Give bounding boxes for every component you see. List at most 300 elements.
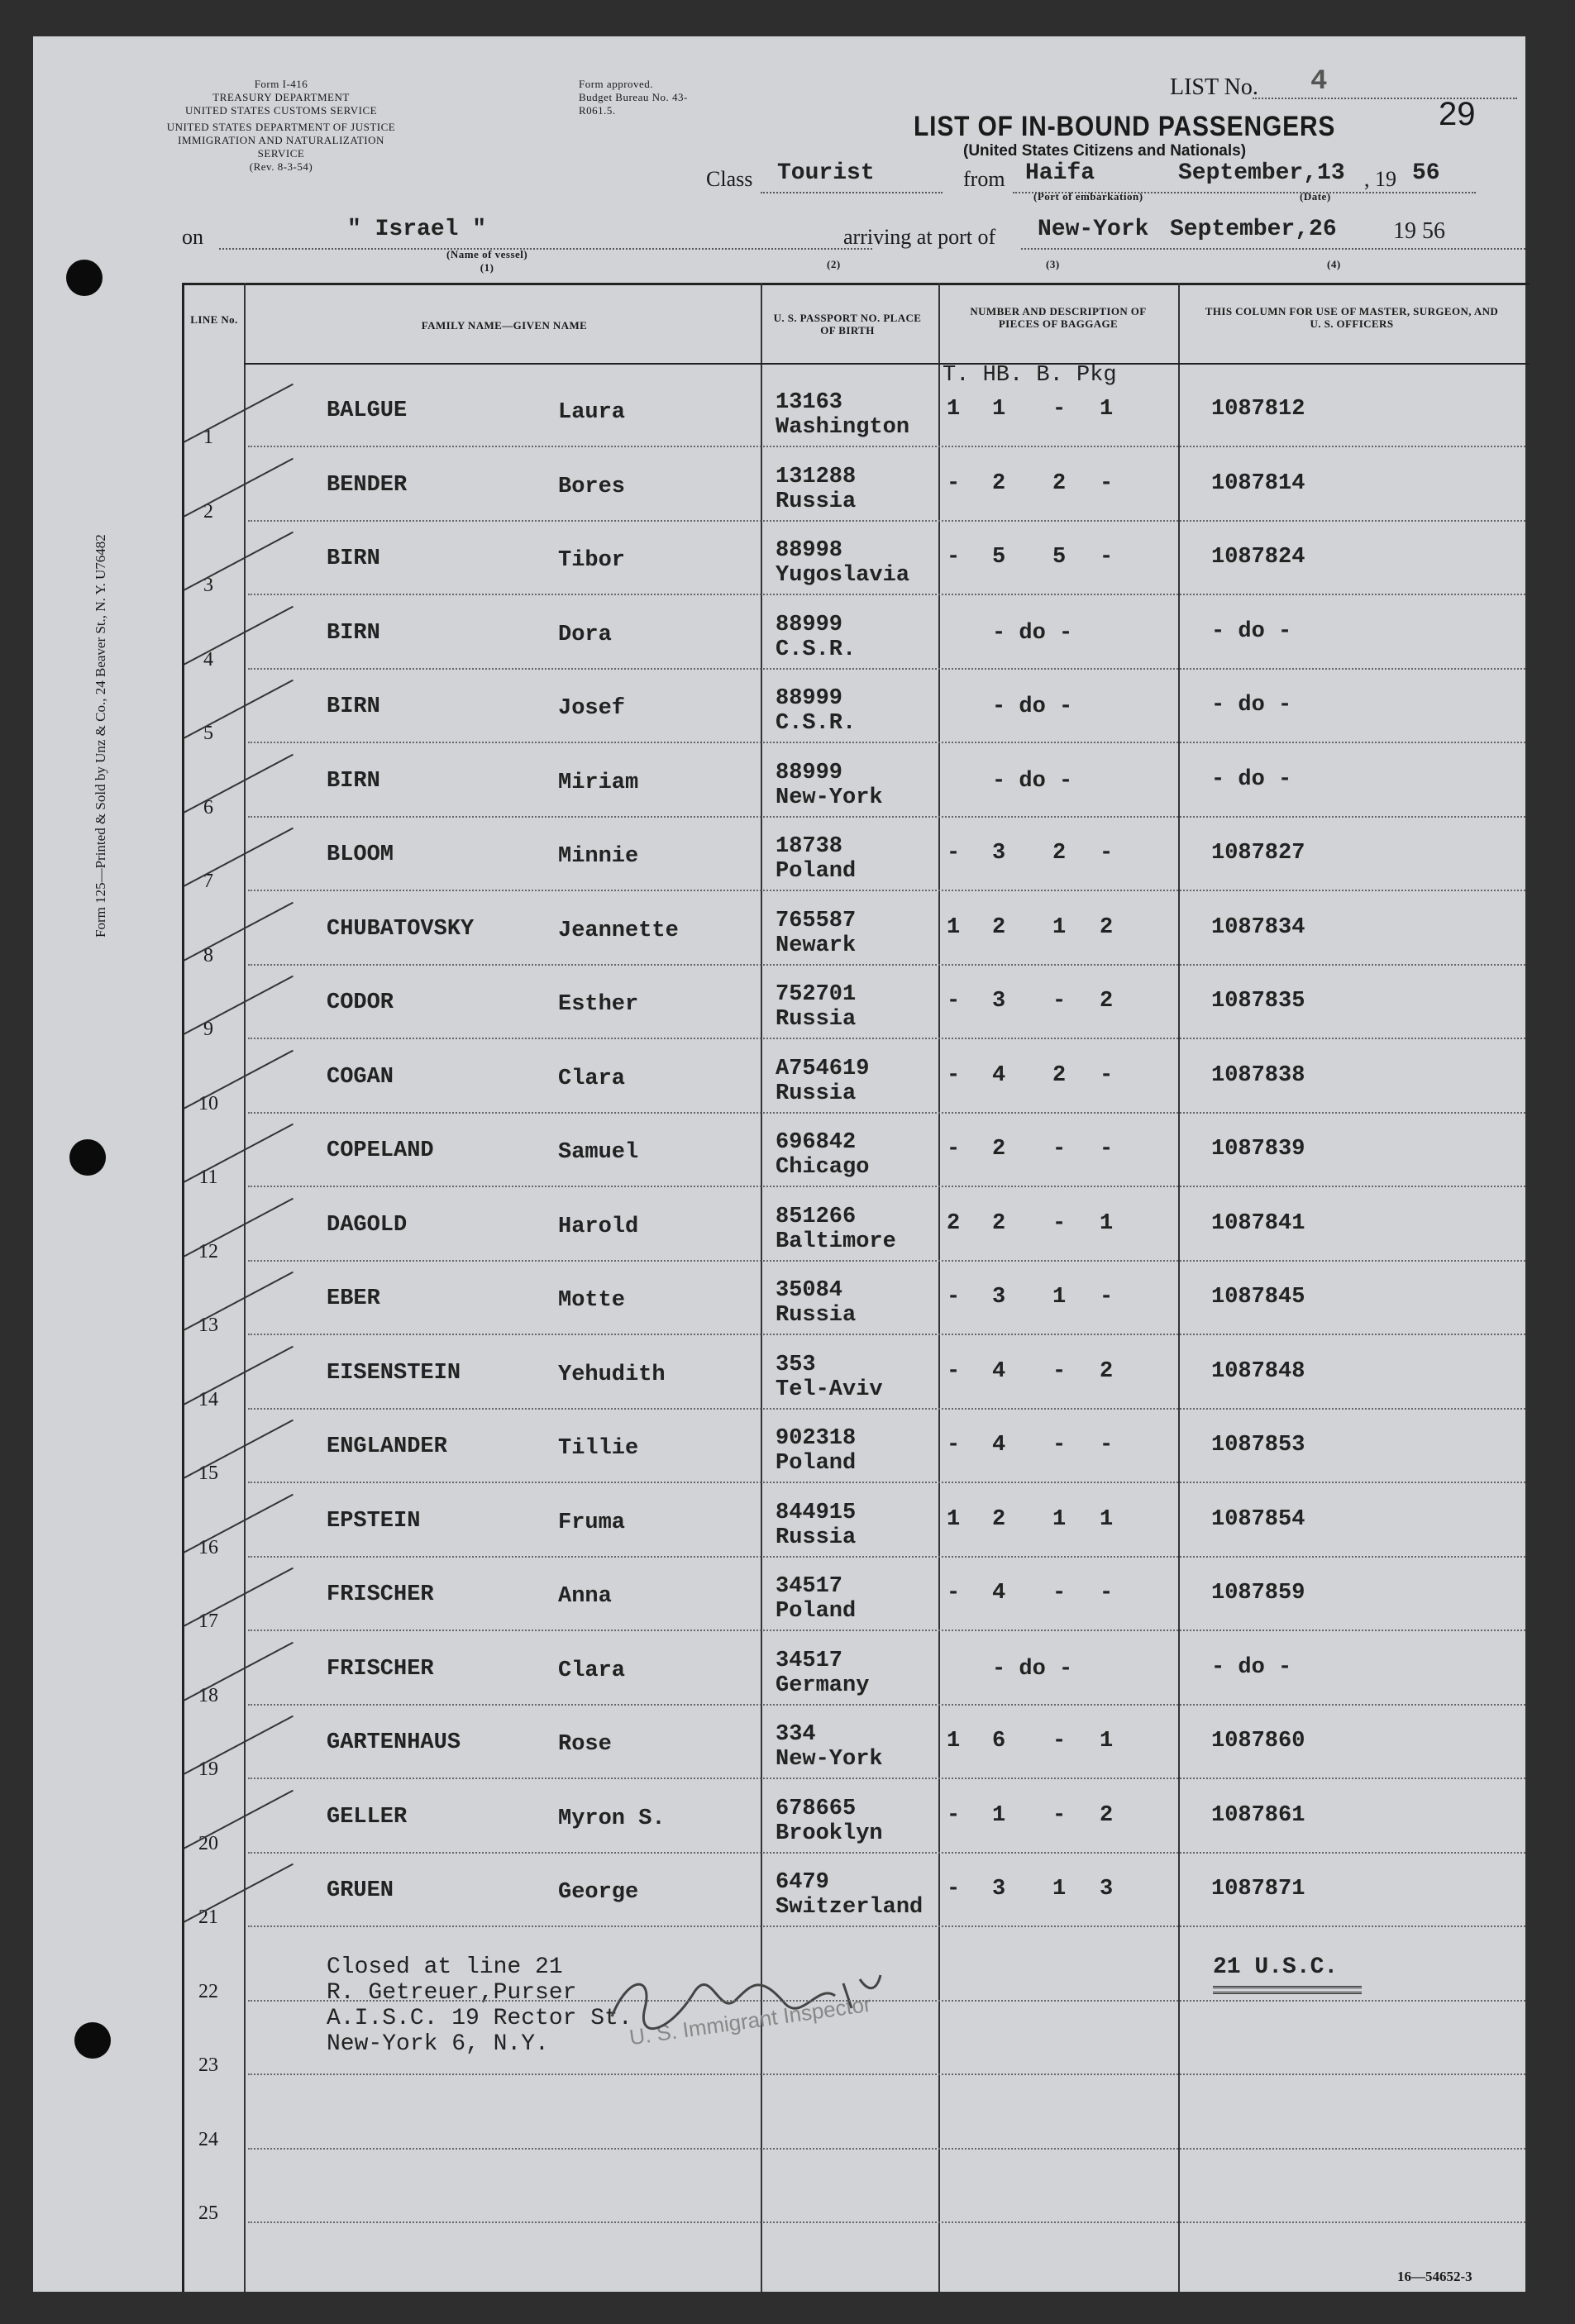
baggage-count: - [1100, 841, 1114, 866]
baggage-count: - [1052, 1358, 1067, 1384]
check-mark [184, 680, 294, 739]
inspector-signature [595, 1959, 943, 2050]
from-label: from [963, 167, 1005, 191]
passport-number: 88998 [776, 538, 843, 563]
inspector-stamp: U. S. Immigrant Inspector [628, 1991, 873, 2050]
form-sheet [33, 36, 1525, 2292]
given-name: Dora [558, 622, 612, 647]
departure-date: September,13 [1178, 160, 1345, 186]
purser-address: A.I.S.C. 19 Rector St. [327, 2006, 632, 2031]
place-of-birth: C.S.R. [776, 711, 857, 736]
given-name: Harold [558, 1214, 639, 1239]
baggage-count: 2 [992, 1210, 1006, 1236]
baggage-count: 2 [992, 914, 1006, 940]
punch-hole-bottom [74, 2022, 111, 2059]
line-number: 5 [203, 723, 213, 744]
on-label: on [182, 225, 203, 249]
baggage-count: - [1100, 545, 1114, 570]
place-of-birth: Yugoslavia [776, 563, 910, 588]
passport-number: 88999 [776, 686, 843, 711]
family-name: BIRN [327, 694, 380, 719]
baggage-count: 2 [1052, 470, 1067, 496]
form-number: Form I-416 [254, 78, 308, 90]
baggage-count: 1 [992, 1802, 1006, 1828]
line-number: 16 [198, 1536, 218, 1558]
closing-line: Closed at line 21 [327, 1954, 563, 1980]
baggage-count: 1 [1052, 1285, 1067, 1310]
row-rule [248, 1408, 1525, 1410]
list-label: LIST No. [1170, 74, 1258, 100]
officer-entry: 1087812 [1211, 397, 1305, 422]
family-name: CHUBATOVSKY [327, 916, 475, 942]
line-number: 11 [198, 1167, 218, 1188]
place-of-birth: New-York [776, 785, 883, 810]
baggage-count: 2 [947, 1210, 961, 1236]
place-of-birth: Tel-Aviv [776, 1377, 883, 1402]
family-name: ENGLANDER [327, 1434, 447, 1459]
baggage-count: 1 [947, 1729, 961, 1754]
baggage-count: 1 [1052, 914, 1067, 940]
header-officers: THIS COLUMN FOR USE OF MASTER, SURGEON, AND U. S. OFFICERS [1205, 305, 1499, 330]
punch-hole-middle [69, 1139, 106, 1176]
place-of-birth: Chicago [776, 1155, 870, 1180]
baggage-ditto: - do - [992, 620, 1073, 646]
line-number: 3 [203, 575, 213, 596]
from-value: Haifa [1025, 160, 1095, 186]
baggage-count: 5 [1052, 545, 1067, 570]
line-number: 19 [198, 1759, 218, 1780]
purser-city: New-York 6, N.Y. [327, 2031, 549, 2057]
place-of-birth: New-York [776, 1747, 883, 1772]
place-of-birth: Baltimore [776, 1229, 896, 1254]
given-name: Tillie [558, 1436, 639, 1461]
line-number: 14 [198, 1388, 218, 1410]
passport-number: 334 [776, 1722, 816, 1747]
arrival-port: New-York [1038, 217, 1149, 242]
list-dotline [1253, 98, 1517, 99]
list-number: 4 [1310, 66, 1328, 98]
page-number: 29 [1439, 96, 1476, 132]
arriving-label: arriving at port of [843, 225, 996, 249]
baggage-ditto: - do - [992, 768, 1073, 794]
baggage-count: 1 [1100, 1729, 1114, 1754]
passport-number: 13163 [776, 390, 843, 415]
officer-entry: 1087827 [1211, 841, 1305, 866]
baggage-count: - [947, 1285, 961, 1310]
col-line-1 [244, 283, 246, 2292]
check-mark [184, 1641, 294, 1701]
baggage-count: - [1052, 1433, 1067, 1458]
page-subtitle: (United States Citizens and Nationals) [963, 142, 1247, 160]
baggage-count: - [947, 1358, 961, 1384]
class-value: Tourist [777, 160, 875, 186]
baggage-count: 1 [1100, 1210, 1114, 1236]
baggage-count: 1 [1052, 1877, 1067, 1902]
line-number: 17 [198, 1611, 218, 1632]
baggage-count: - [947, 1802, 961, 1828]
baggage-count: 1 [947, 914, 961, 940]
baggage-count: - [1100, 1062, 1114, 1088]
check-mark [184, 1789, 294, 1849]
baggage-count: - [1100, 1433, 1114, 1458]
header-name: FAMILY NAME—GIVEN NAME [421, 319, 588, 332]
baggage-count: - [1100, 470, 1114, 496]
line-number: 22 [198, 1980, 218, 2002]
line-number: 20 [198, 1832, 218, 1854]
given-name: Jeannette [558, 918, 679, 943]
baggage-count: - [947, 1877, 961, 1902]
row-rule [248, 668, 1525, 670]
officer-entry: 1087861 [1211, 1802, 1305, 1828]
baggage-count: 4 [992, 1581, 1006, 1606]
family-name: BALGUE [327, 398, 408, 423]
passport-number: 902318 [776, 1426, 857, 1451]
baggage-count: 5 [992, 545, 1006, 570]
line-number: 21 [198, 1906, 218, 1928]
baggage-count: 2 [1052, 1062, 1067, 1088]
family-name: BIRN [327, 546, 380, 571]
line-number: 4 [203, 648, 213, 670]
line-number: 23 [198, 2054, 218, 2076]
family-name: FRISCHER [327, 1656, 434, 1682]
baggage-count: 4 [992, 1433, 1006, 1458]
check-mark [184, 901, 294, 961]
check-mark [184, 1568, 294, 1627]
summary-total: 21 U.S.C. [1213, 1954, 1339, 1980]
row-rule [248, 1630, 1525, 1631]
passport-number: A754619 [776, 1056, 870, 1081]
family-name: BLOOM [327, 842, 394, 867]
officer-entry: 1087834 [1211, 914, 1305, 940]
baggage-ditto: - do - [992, 694, 1073, 719]
passport-number: 88999 [776, 612, 843, 637]
line-number: 13 [198, 1315, 218, 1336]
baggage-count: - [1100, 1581, 1114, 1606]
given-name: Josef [558, 696, 626, 721]
baggage-count: 2 [1100, 1358, 1114, 1384]
row-rule [248, 2148, 1525, 2150]
caption-4: (4) [1327, 258, 1341, 270]
line-number: 6 [203, 796, 213, 818]
passport-number: 88999 [776, 760, 843, 785]
family-name: COPELAND [327, 1138, 434, 1163]
row-rule [248, 1334, 1525, 1335]
passport-number: 678665 [776, 1796, 857, 1821]
place-of-birth: Russia [776, 1007, 857, 1032]
passport-number: 696842 [776, 1130, 857, 1155]
row-rule [248, 594, 1525, 595]
given-name: Myron S. [558, 1806, 666, 1831]
baggage-count: 3 [992, 989, 1006, 1014]
line-number: 25 [198, 2202, 218, 2224]
place-of-birth: Brooklyn [776, 1821, 883, 1846]
row-rule [248, 964, 1525, 966]
baggage-count: 3 [992, 1285, 1006, 1310]
caption-3: (3) [1046, 258, 1060, 270]
check-mark [184, 457, 294, 517]
officer-entry: 1087814 [1211, 470, 1305, 496]
place-of-birth: Russia [776, 1081, 857, 1106]
given-name: Rose [558, 1732, 612, 1757]
check-mark [184, 1863, 294, 1923]
departure-year: 56 [1412, 160, 1440, 186]
check-mark [184, 1124, 294, 1183]
officer-entry: - do - [1211, 693, 1292, 718]
baggage-count: - [1052, 1729, 1067, 1754]
passport-number: 34517 [776, 1648, 843, 1673]
check-mark [184, 976, 294, 1035]
justice-name: UNITED STATES DEPARTMENT OF JUSTICE [166, 121, 396, 133]
vessel-caption: (Name of vessel) (1) [446, 248, 528, 274]
place-of-birth: Newark [776, 933, 857, 958]
header-bottom-border [244, 363, 1530, 365]
baggage-count: 2 [1100, 1802, 1114, 1828]
baggage-count: 3 [992, 841, 1006, 866]
place-of-birth: Russia [776, 1525, 857, 1550]
baggage-count: 1 [947, 1506, 961, 1532]
baggage-count: - [947, 989, 961, 1014]
baggage-subheader: T. HB. B. Pkg [943, 363, 1117, 388]
officer-entry: 1087853 [1211, 1433, 1305, 1458]
place-of-birth: Russia [776, 1303, 857, 1328]
baggage-count: 2 [1100, 914, 1114, 940]
baggage-count: - [1052, 1137, 1067, 1162]
check-mark [184, 1049, 294, 1109]
officer-entry: 1087841 [1211, 1210, 1305, 1236]
officer-entry: - do - [1211, 1654, 1292, 1680]
class-dotline [761, 192, 943, 193]
row-rule [248, 1926, 1525, 1927]
summary-underline [1213, 1986, 1362, 1994]
passport-number: 131288 [776, 464, 857, 489]
baggage-count: 3 [992, 1877, 1006, 1902]
family-name: COGAN [327, 1064, 394, 1090]
baggage-count: 4 [992, 1358, 1006, 1384]
given-name: Samuel [558, 1140, 639, 1165]
row-rule [248, 890, 1525, 891]
family-name: BIRN [327, 768, 380, 794]
dept-name: TREASURY DEPARTMENT [212, 91, 350, 103]
officer-entry: 1087871 [1211, 1877, 1305, 1902]
passport-number: 353 [776, 1352, 816, 1377]
given-name: Laura [558, 400, 626, 425]
passport-number: 35084 [776, 1278, 843, 1303]
arrival-dotline [1021, 248, 1525, 250]
place-of-birth: Poland [776, 1599, 857, 1624]
officer-entry: 1087824 [1211, 545, 1305, 570]
given-name: Fruma [558, 1510, 626, 1535]
baggage-count: 1 [1100, 397, 1114, 422]
baggage-count: - [1052, 397, 1067, 422]
arrival-date: September,26 [1170, 217, 1337, 242]
embark-caption: (Port of embarkation) [1033, 190, 1143, 203]
row-rule [248, 1482, 1525, 1483]
baggage-count: - [947, 1137, 961, 1162]
check-mark [184, 1420, 294, 1479]
vessel-name: " Israel " [347, 217, 487, 242]
officer-entry: - do - [1211, 766, 1292, 792]
family-name: BIRN [327, 620, 380, 646]
given-name: Clara [558, 1066, 626, 1091]
baggage-count: - [947, 1581, 961, 1606]
baggage-count: 2 [1100, 989, 1114, 1014]
row-rule [248, 816, 1525, 818]
baggage-count: - [947, 1433, 961, 1458]
check-mark [184, 532, 294, 591]
row-rule [248, 2221, 1525, 2223]
row-rule [248, 1260, 1525, 1262]
family-name: CODOR [327, 990, 394, 1015]
row-rule [248, 1556, 1525, 1558]
table-top-border [182, 283, 1530, 285]
given-name: Bores [558, 474, 626, 499]
place-of-birth: Poland [776, 859, 857, 884]
baggage-count: 4 [992, 1062, 1006, 1088]
baggage-count: - [1052, 1802, 1067, 1828]
line-number: 24 [198, 2128, 218, 2150]
line-number: 7 [203, 871, 213, 892]
header-passport: U. S. PASSPORT NO. PLACE OF BIRTH [773, 312, 922, 336]
officer-entry: 1087845 [1211, 1285, 1305, 1310]
ins-name: IMMIGRATION AND NATURALIZATION SERVICE [178, 134, 384, 160]
line-number: 8 [203, 944, 213, 966]
given-name: Clara [558, 1658, 626, 1683]
date-caption: (Date) [1300, 190, 1331, 203]
family-name: FRISCHER [327, 1582, 434, 1607]
baggage-count: 1 [1052, 1506, 1067, 1532]
row-rule [248, 1852, 1525, 1854]
row-rule [248, 1186, 1525, 1187]
line-number: 9 [203, 1019, 213, 1040]
given-name: George [558, 1880, 639, 1905]
page-title: LIST OF IN-BOUND PASSENGERS [914, 111, 1336, 142]
officer-entry: - do - [1211, 618, 1292, 644]
line-number: 15 [198, 1463, 218, 1484]
given-name: Motte [558, 1288, 626, 1313]
family-name: GARTENHAUS [327, 1730, 461, 1755]
given-name: Esther [558, 992, 639, 1017]
given-name: Tibor [558, 548, 626, 573]
line-number: 2 [203, 500, 213, 523]
place-of-birth: Russia [776, 489, 857, 514]
officer-entry: 1087838 [1211, 1062, 1305, 1088]
family-name: EBER [327, 1286, 380, 1311]
arrival-year: 19 56 [1393, 218, 1445, 244]
line-number: 12 [198, 1240, 218, 1262]
given-name: Yehudith [558, 1362, 666, 1387]
family-name: EISENSTEIN [327, 1360, 461, 1386]
baggage-count: - [1052, 1581, 1067, 1606]
officer-entry: 1087859 [1211, 1581, 1305, 1606]
baggage-count: - [1052, 989, 1067, 1014]
row-rule [248, 520, 1525, 522]
baggage-count: 6 [992, 1729, 1006, 1754]
baggage-count: - [1100, 1285, 1114, 1310]
revision: (Rev. 8-3-54) [249, 160, 313, 173]
check-mark [184, 1272, 294, 1331]
row-rule [248, 742, 1525, 743]
vessel-dotline [219, 248, 872, 250]
header-line-no: LINE No. [190, 313, 238, 326]
baggage-ditto: - do - [992, 1656, 1073, 1682]
line-number: 10 [198, 1092, 218, 1114]
officer-entry: 1087854 [1211, 1506, 1305, 1532]
passport-number: 752701 [776, 982, 857, 1007]
officer-entry: 1087835 [1211, 989, 1305, 1014]
passport-number: 6479 [776, 1870, 829, 1895]
row-rule [248, 1778, 1525, 1779]
baggage-count: 2 [992, 1137, 1006, 1162]
baggage-count: - [1100, 1137, 1114, 1162]
baggage-count: - [1052, 1210, 1067, 1236]
check-mark [184, 828, 294, 887]
place-of-birth: C.S.R. [776, 637, 857, 662]
given-name: Miriam [558, 770, 639, 795]
punch-hole-top [66, 260, 103, 296]
baggage-count: 1 [992, 397, 1006, 422]
year-prefix: , 19 [1364, 167, 1396, 191]
check-mark [184, 753, 294, 813]
purser-name: R. Getreuer,Purser [327, 1980, 577, 2006]
baggage-count: 1 [947, 397, 961, 422]
place-of-birth: Germany [776, 1673, 870, 1698]
officer-entry: 1087848 [1211, 1358, 1305, 1384]
footer-code: 16—54652-3 [1397, 2269, 1472, 2284]
place-of-birth: Washington [776, 415, 910, 440]
row-rule [248, 2000, 1525, 2002]
passport-number: 765587 [776, 908, 857, 933]
row-rule [248, 446, 1525, 447]
place-of-birth: Poland [776, 1451, 857, 1476]
line-number: 18 [198, 1684, 218, 1706]
given-name: Anna [558, 1584, 612, 1609]
row-rule [248, 1704, 1525, 1706]
passport-number: 18738 [776, 834, 843, 859]
baggage-count: 2 [1052, 841, 1067, 866]
check-mark [184, 1716, 294, 1775]
baggage-count: - [947, 1062, 961, 1088]
check-mark [184, 1345, 294, 1405]
col-line-4 [1178, 283, 1180, 2292]
baggage-count: 3 [1100, 1877, 1114, 1902]
passport-number: 844915 [776, 1500, 857, 1525]
caption-2: (2) [827, 258, 841, 270]
row-rule [248, 1112, 1525, 1114]
check-mark [184, 1493, 294, 1553]
baggage-count: 1 [1100, 1506, 1114, 1532]
family-name: DAGOLD [327, 1212, 408, 1238]
check-mark [184, 605, 294, 665]
baggage-count: 2 [992, 1506, 1006, 1532]
printer-imprint: Form 125—Printed & Sold by Unz & Co., 24 Beaver St., N. Y. U76482 [93, 534, 108, 938]
place-of-birth: Switzerland [776, 1895, 924, 1920]
agency-block [157, 78, 405, 174]
given-name: Minnie [558, 844, 639, 869]
row-rule [248, 2073, 1525, 2075]
baggage-count: - [947, 470, 961, 496]
check-mark [184, 1197, 294, 1257]
family-name: GRUEN [327, 1878, 394, 1903]
passport-number: 34517 [776, 1574, 843, 1599]
header-baggage: NUMBER AND DESCRIPTION OF PIECES OF BAGGAGE [970, 305, 1147, 330]
line-number: 1 [203, 427, 213, 448]
officer-entry: 1087839 [1211, 1137, 1305, 1162]
row-rule [248, 1038, 1525, 1039]
family-name: GELLER [327, 1804, 408, 1830]
family-name: BENDER [327, 472, 408, 498]
approval-block: Form approved. Budget Bureau No. 43-R061.5. [579, 78, 688, 117]
baggage-count: - [947, 545, 961, 570]
